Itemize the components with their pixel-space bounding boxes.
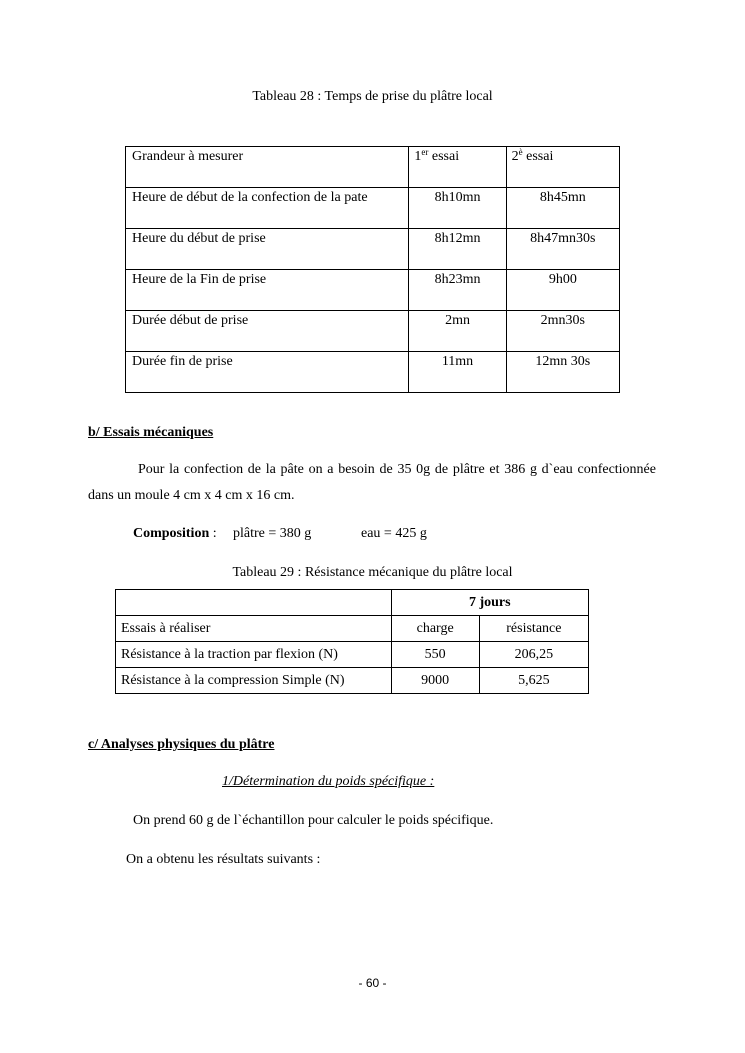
section-c-line1: On prend 60 g de l`échantillon pour calculer le poids spécifique. [133, 813, 494, 828]
row-value-resistance: 5,625 [479, 668, 588, 694]
row-value-charge: 9000 [391, 668, 479, 694]
section-c-heading: c/ Analyses physiques du plâtre [88, 737, 275, 752]
table29 [115, 589, 589, 694]
composition-label-group [133, 526, 217, 542]
table29-header-charge: charge [391, 616, 479, 642]
header-word: essai [522, 149, 554, 164]
row-label: Résistance à la traction par flexion (N) [116, 642, 392, 668]
row-value-essai2: 2mn30s [506, 311, 619, 352]
row-value-essai2: 8h45mn [506, 188, 619, 229]
row-value-essai1: 11mn [409, 352, 506, 393]
row-value-essai1: 8h12mn [409, 229, 506, 270]
composition-eau: eau = 425 g [361, 526, 427, 541]
table-row [126, 270, 620, 311]
row-value-essai2: 9h00 [506, 270, 619, 311]
table-row [116, 642, 589, 668]
header-word: essai [428, 149, 460, 164]
section-b-paragraph: Pour la confection de la pâte on a besoin de 35 0g de plâtre et 386 g d`eau confectionnée dans un moule 4 cm x 4 cm x 16 cm. [88, 462, 656, 503]
table29-header-label: Essais à réaliser [116, 616, 392, 642]
row-value-essai1: 8h23mn [409, 270, 506, 311]
table28 [125, 146, 620, 393]
section-c-line2: On a obtenu les résultats suivants : [126, 852, 321, 867]
row-label: Résistance à la compression Simple (N) [116, 668, 392, 694]
table29-group-header: 7 jours [391, 590, 588, 616]
composition-platre: plâtre = 380 g [233, 526, 312, 541]
row-value-essai2: 8h47mn30s [506, 229, 619, 270]
header-superscript: er [421, 147, 429, 157]
composition-label: Composition [133, 526, 210, 541]
section-c-subheading: 1/Détermination du poids spécifique : [222, 774, 435, 789]
table28-header-essai2 [506, 147, 619, 188]
table-row [126, 352, 620, 393]
table-row [126, 188, 620, 229]
table-row [126, 147, 620, 188]
row-value-essai1: 2mn [409, 311, 506, 352]
table-row [116, 668, 589, 694]
row-value-charge: 550 [391, 642, 479, 668]
table-row [126, 229, 620, 270]
row-label: Heure de la Fin de prise [126, 270, 409, 311]
section-b-heading: b/ Essais mécaniques [88, 425, 214, 440]
row-label: Durée fin de prise [126, 352, 409, 393]
table29-header-resistance: résistance [479, 616, 588, 642]
header-number: 2 [511, 149, 519, 164]
table28-header-label: Grandeur à mesurer [126, 147, 409, 188]
row-value-resistance: 206,25 [479, 642, 588, 668]
row-label: Durée début de prise [126, 311, 409, 352]
table29-empty-cell [116, 590, 392, 616]
composition-separator: : [209, 526, 217, 541]
header-number: 1 [414, 149, 422, 164]
page-number: - 60 - [358, 976, 387, 990]
table-row [116, 590, 589, 616]
table-row [116, 616, 589, 642]
table29-caption: Tableau 29 : Résistance mécanique du plâtre local [232, 565, 513, 580]
table-row [126, 311, 620, 352]
row-label: Heure de début de la confection de la pate [126, 188, 409, 229]
row-value-essai2: 12mn 30s [506, 352, 619, 393]
row-value-essai1: 8h10mn [409, 188, 506, 229]
table28-header-essai1 [409, 147, 506, 188]
table28-caption: Tableau 28 : Temps de prise du plâtre local [252, 89, 493, 104]
row-label: Heure du début de prise [126, 229, 409, 270]
header-superscript: è [518, 147, 523, 157]
